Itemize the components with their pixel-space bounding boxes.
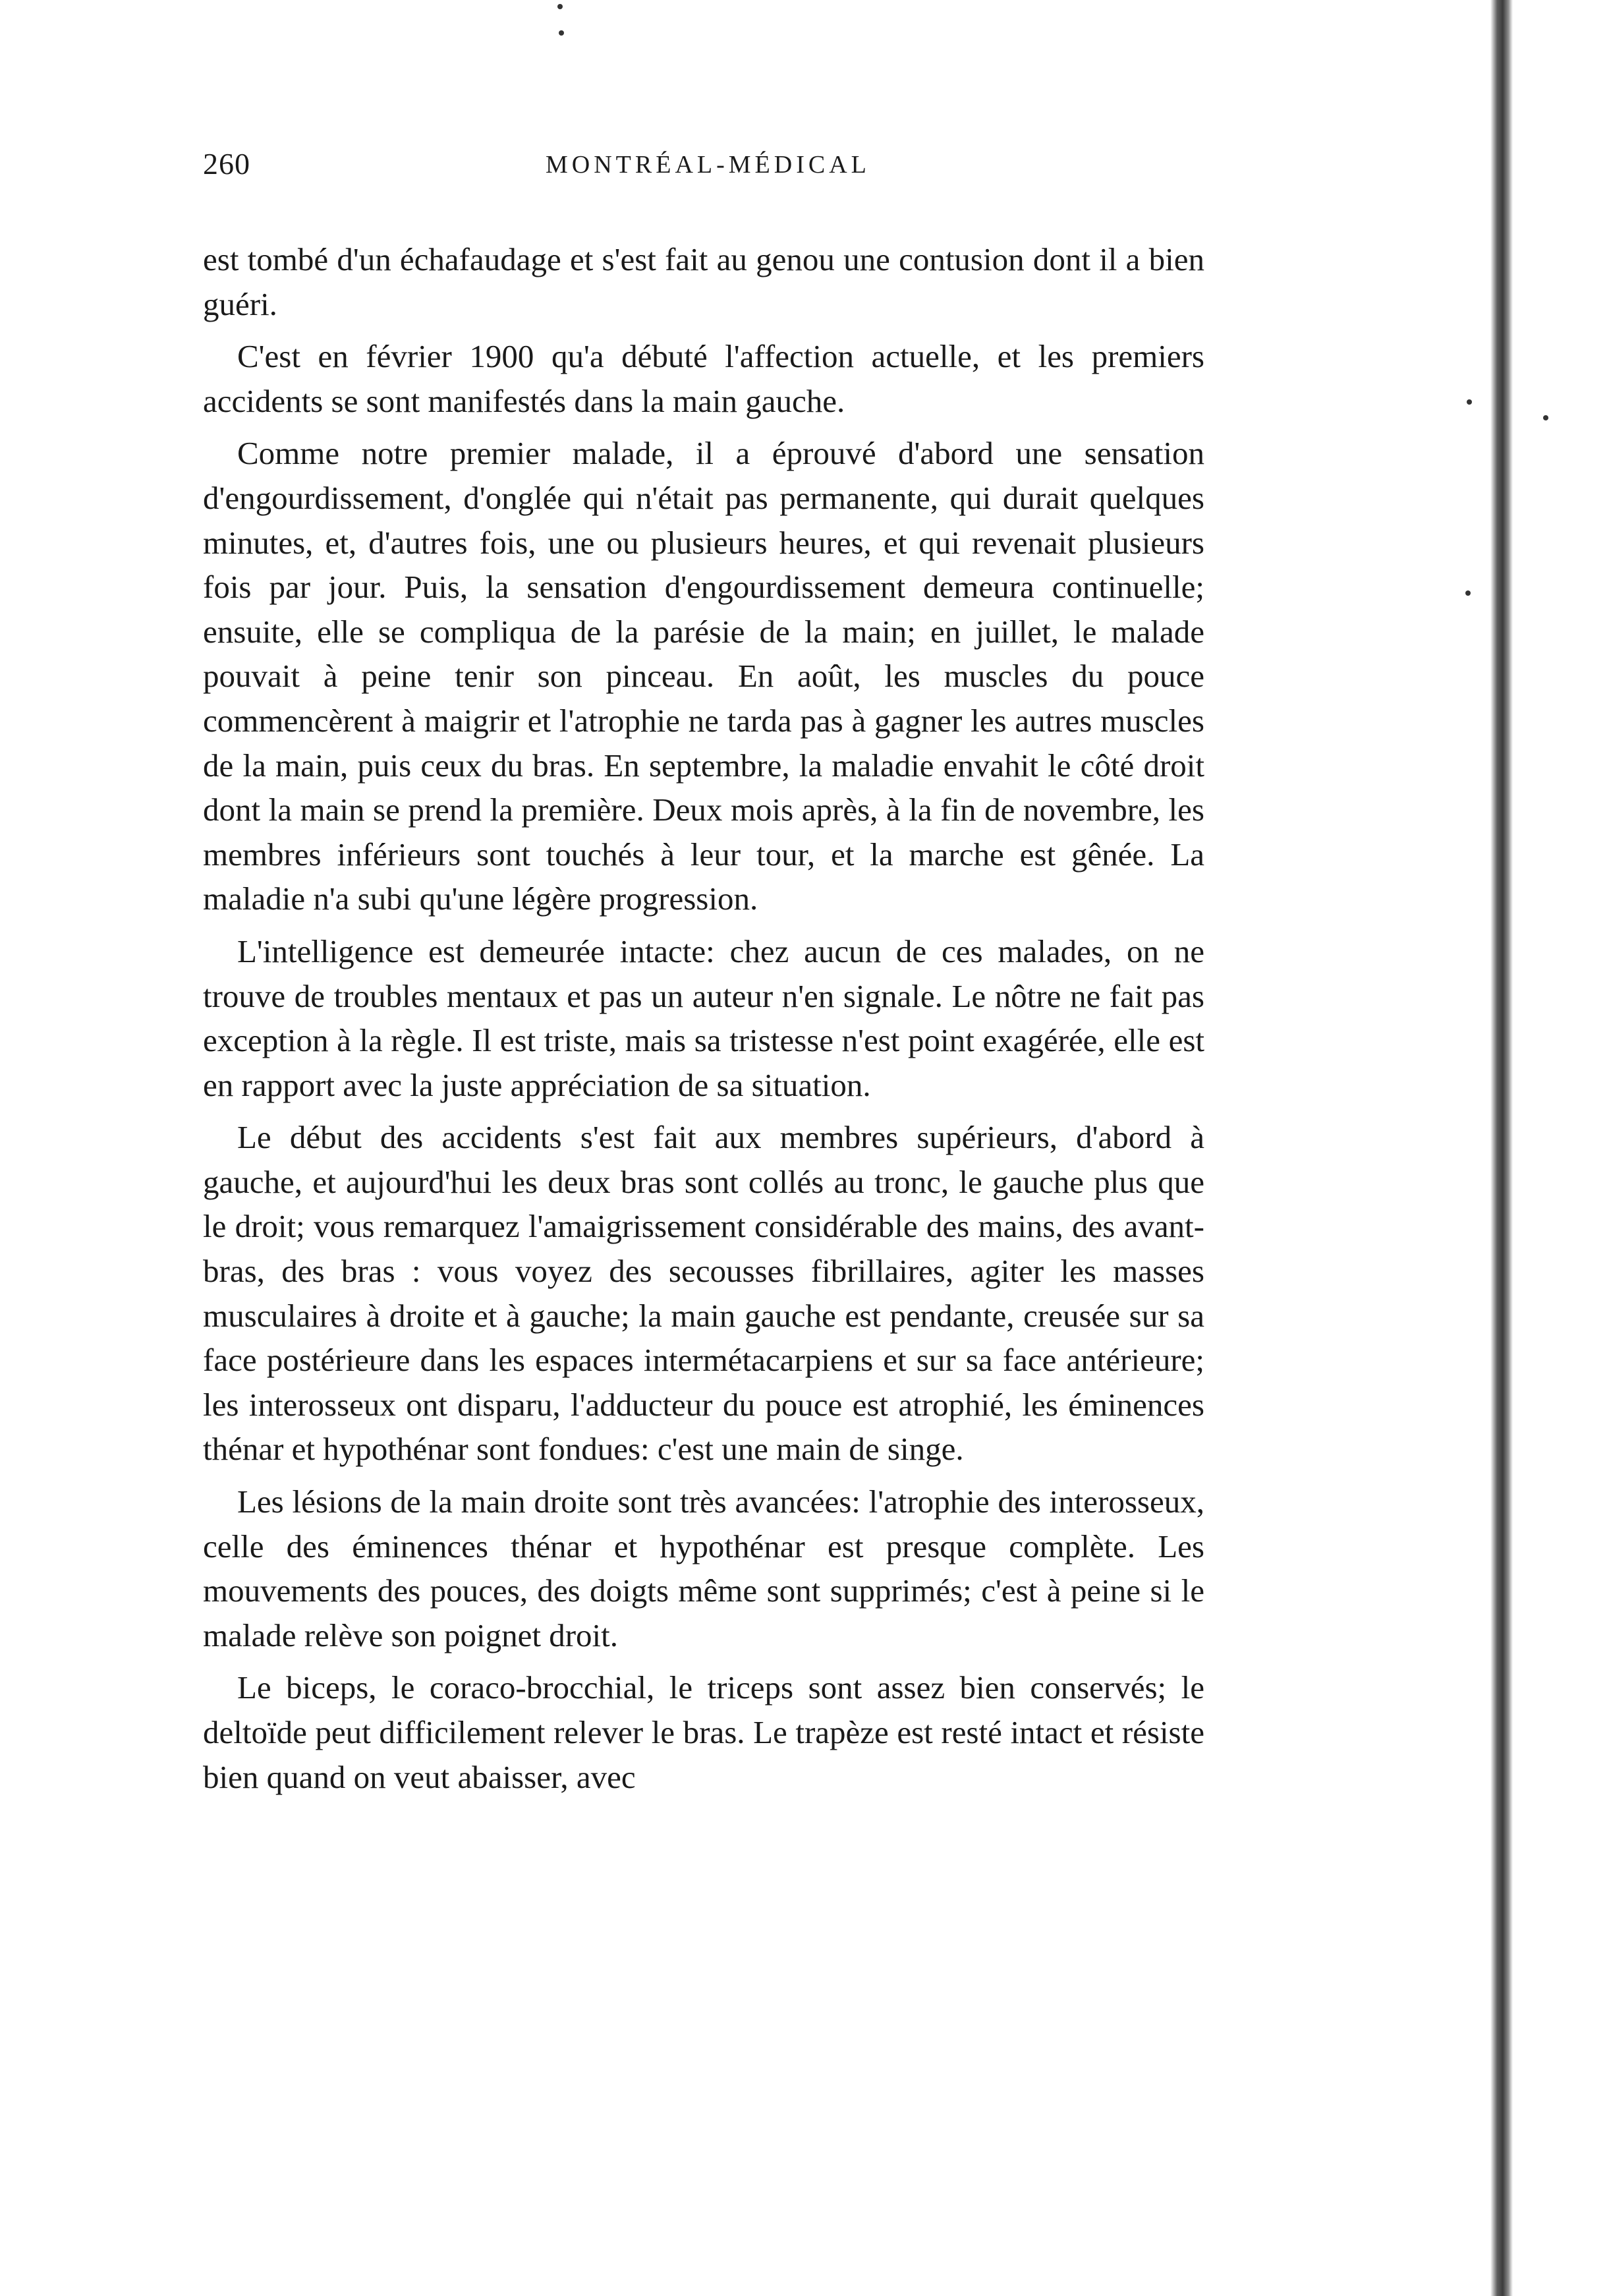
scan-speck [1465,590,1471,596]
paragraph: Comme notre premier malade, il a éprouvé d'abord une sensation d'engourdissement, d'onglée qui n'était pas permanente, qui durait quelques minutes, et, d'autres fois, une ou plusieurs heures, et qui revenait plusieurs fois par jour. Puis, la sensation d'engourdissement demeura continuelle; ensuite, elle se compliqua de la parésie de la main; en juillet, le malade pouvait à peine tenir son pinceau. En août, les muscles du pouce commencèrent à maigrir et l'atrophie ne tarda pas à gagner les autres muscles de la main, puis ceux du bras. En septembre, la maladie envahit le côté droit dont la main se prend la première. Deux mois après, à la fin de novembre, les membres inférieurs sont touchés à leur tour, et la marche est gênée. La maladie n'a subi qu'une légère progression. [203,435,1204,917]
scan-edge-artifact [1490,0,1513,2296]
paragraph: L'intelligence est demeurée intacte: chez aucun de ces malades, on ne trouve de troubles mentaux et pas un auteur n'en signale. Le nôtre ne fait pas exception à la règle. Il est triste, mais sa tristesse n'est point exagérée, elle est en rapport avec la juste appréciation de sa situation. [203,933,1204,1103]
scan-speck [557,4,563,9]
paragraph: Le biceps, le coraco-brocchial, le triceps sont assez bien conservés; le deltoïde peut difficilement relever le bras. Le trapèze est resté intact et résiste bien quand on veut abaisser, avec [203,1669,1204,1795]
paragraph: C'est en février 1900 qu'a débuté l'affection actuelle, et les premiers accidents se sont manifestés dans la main gauche. [203,338,1204,419]
page-number: 260 [203,147,250,181]
scan-speck [559,30,564,36]
running-title: MONTRÉAL-MÉDICAL [546,151,870,179]
scan-speck [1467,399,1472,405]
page-header [203,146,1204,192]
paragraph: Les lésions de la main droite sont très avancées: l'atrophie des interosseux, celle des éminences thénar et hypothénar est presque complète. Les mouvements des pouces, des doigts même sont supprimés; c'est à peine si le malade relève son poignet droit. [203,1483,1204,1653]
paragraph: est tombé d'un échafaudage et s'est fait au genou une contusion dont il a bien guéri. [203,241,1204,322]
paragraph: Le début des accidents s'est fait aux membres supérieurs, d'abord à gauche, et aujourd'hui les deux bras sont collés au tronc, le gauche plus que le droit; vous remarquez l'amaigrissement considérable des mains, des avant-bras, des bras : vous voyez des secousses fibrillaires, agiter les masses musculaires à droite et à gauche; la main gauche est pendante, creusée sur sa face postérieure dans les espaces intermétacarpiens et sur sa face antérieure; les interosseux ont disparu, l'adducteur du pouce est atrophié, les éminences thénar et hypothénar sont fondues: c'est une main de singe. [203,1119,1204,1468]
body-text [203,237,1204,1807]
scan-speck [1543,415,1548,420]
